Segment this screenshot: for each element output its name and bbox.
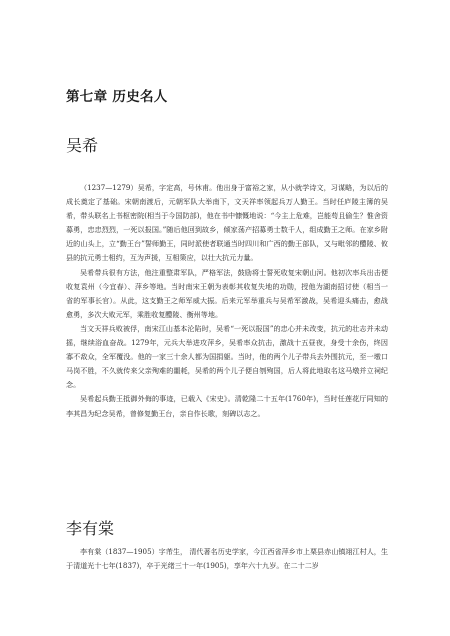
paragraph: （1237—1279）吴希，字定高，号休甫。他出身于富裕之家，从小就学诗文，习谋略，为以后的成长奠定了基础。宋朝南渡后，元朝军队大举南下，文天祥率领起兵万人勤王。当时任庐陵主簿的吴希，带头联名上书枢密院(相当于今国防部)，他在书中慷慨地说：“今主上危难，岂能苟且偷生？惟舍资募勇，忠忠烈烈，一死以报国。”随后他回到故乡，倾家荡产招募勇士数千人，组成勤王之师。在家乡附近的山头上，立“勤王台”誓师勤王，同时派使者联通当时四川和广西的勤王部队，又与毗邻的醴陵、攸县的抗元勇士相约，互为声援，互相策应，以壮大抗元力量。 <box>66 183 388 263</box>
chapter-title: 第七章 历史名人 <box>66 89 168 105</box>
section-body-wu-xi <box>66 181 388 421</box>
paragraph: 吴希带兵很有方法，他注重整肃军队，严格军法，鼓励将士誓死收复宋朝山河。他初次率兵出击便收复袁州（今宜春）、萍乡等地。当时南宋王朝为表彰其收复失地的功勋，授他为湖南招讨使（相当一省的军事长官）。从此，这支勤王之师军威大振。后来元军举重兵与吴希军激战，吴希迎头痛击，愈战愈勇，多次大败元军，乘胜收复醴陵、衡州等地。 <box>66 267 388 319</box>
section-heading-wu-xi: 吴希 <box>66 136 99 155</box>
section-heading-li-youtang: 李有棠 <box>66 519 115 538</box>
paragraph: 当文天祥兵败被俘，南宋江山基本沦陷时，吴希“一死以报国”的忠心并未改变，抗元的壮志并未动摇，继续浴血奋战。1279年，元兵大举进攻萍乡，吴希率众抗击，激战十五昼夜，身受十余伤，终因寡不敌众，全军覆没。他的一家三十余人都为国捐躯。当时，他的两个儿子带兵去外围抗元，至一墩口马岗不胜，不久就传来父亲殉难的噩耗，吴希的两个儿子便自刎殉国，后人将此地取名这马墩并立祠纪念。 <box>66 323 388 390</box>
paragraph: 李有棠（1837—1905）字芾生， 清代著名历史学家，今江西省萍乡市上栗县赤山镇翊江村人，生于清道光十七年(1837)，卒于光绪三十一年(1905)，享年六十九岁。在二十二岁 <box>66 547 388 571</box>
section-body-li-youtang <box>66 545 388 573</box>
paragraph: 吴希起兵勤王抵御外侮的事迹，已载入《宋史》。清乾隆二十五年(1760年)，当时任莲花厅同知的李其昌为纪念吴希，曾修复勤王台，亲自作长歌，刻碑以志之。 <box>66 394 388 418</box>
